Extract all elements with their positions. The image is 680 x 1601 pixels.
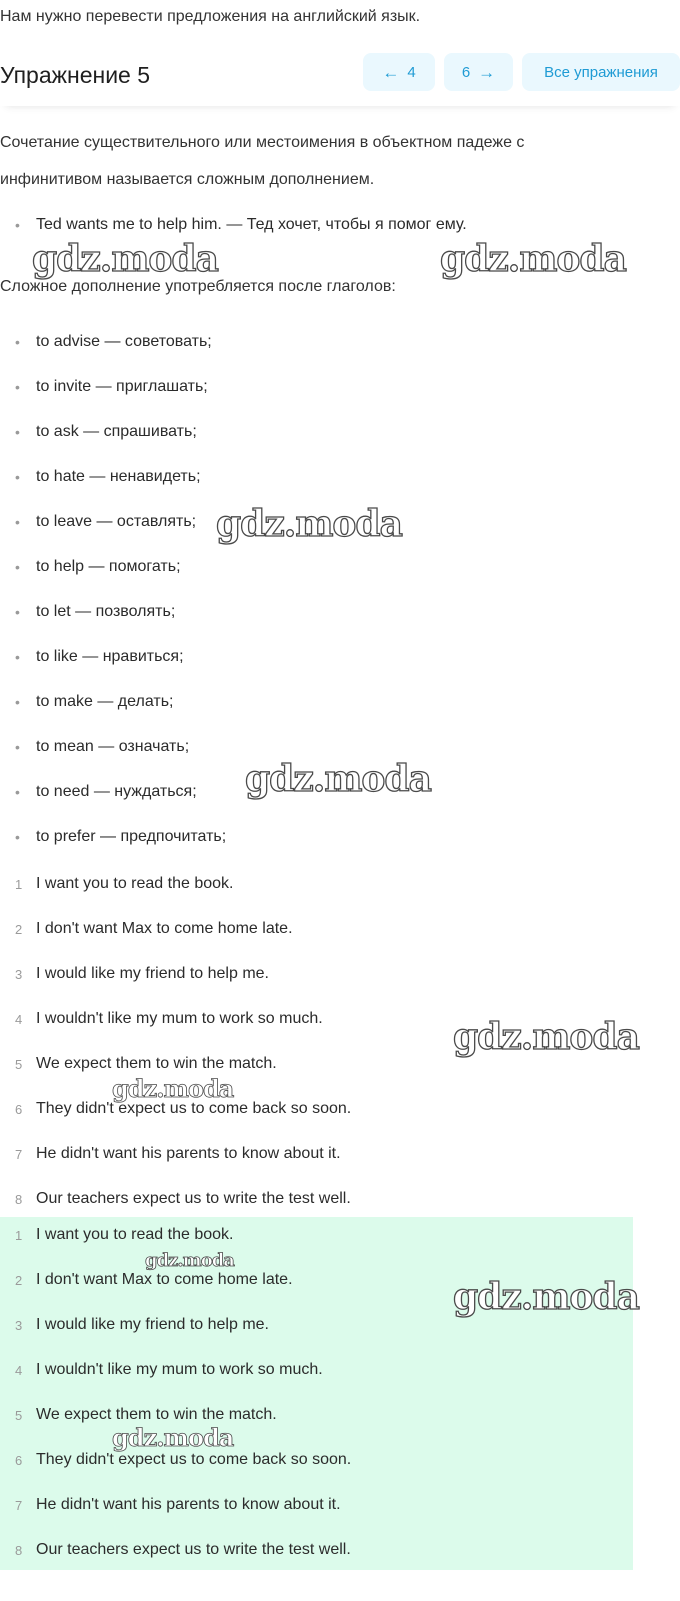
sentence-text: He didn't want his parents to know about it.	[36, 1145, 341, 1162]
verb-text: to need — нуждаться;	[36, 783, 197, 800]
verb-text: to hate — ненавидеть;	[36, 468, 201, 485]
item-number: 8	[15, 1542, 23, 1558]
verb-text: to let — позволять;	[36, 603, 176, 620]
list-item	[0, 1052, 277, 1076]
bullet-icon: •	[15, 739, 20, 755]
exercise-header	[0, 50, 680, 106]
watermark: gdz.moda	[453, 1016, 639, 1058]
watermark: gdz.moda	[440, 238, 626, 280]
watermark: gdz.moda	[32, 238, 218, 280]
bullet-icon: •	[15, 649, 20, 665]
item-number: 5	[15, 1056, 23, 1072]
sentence-text: I would like my friend to help me.	[36, 965, 269, 982]
item-number: 3	[15, 966, 23, 982]
verb-text: to leave — оставлять;	[36, 513, 197, 530]
arrow-right-icon: →	[478, 62, 496, 82]
item-number: 6	[15, 1452, 23, 1468]
sentence-text: Our teachers expect us to write the test well.	[36, 1190, 351, 1207]
watermark: gdz.moda	[112, 1423, 234, 1452]
next-exercise-label: 6	[461, 63, 471, 81]
list-item	[0, 1358, 323, 1382]
bullet-icon: •	[15, 469, 20, 485]
item-number: 1	[15, 876, 23, 892]
watermark: gdz.moda	[216, 503, 402, 545]
list-item	[0, 735, 189, 759]
list-item	[0, 962, 269, 986]
all-exercises-label: Все упражнения	[544, 63, 658, 81]
item-number: 4	[15, 1011, 23, 1027]
list-item	[0, 780, 197, 804]
intro-text: Нам нужно перевести предложения на английский язык.	[0, 8, 421, 25]
list-item	[0, 375, 208, 399]
verb-text: to help — помогать;	[36, 558, 181, 575]
item-number: 7	[15, 1497, 23, 1513]
list-item	[0, 510, 196, 534]
item-number: 2	[15, 921, 23, 937]
list-item	[0, 1142, 341, 1166]
sentence-text: They didn't expect us to come back so soon.	[36, 1100, 352, 1117]
rule-paragraph: Сочетание существительного или местоимения в объектном падеже с инфинитивом называется сложным дополнением.	[0, 134, 525, 188]
sentence-text: I don't want Max to come home late.	[36, 920, 293, 937]
verb-text: to advise — советовать;	[36, 333, 212, 350]
exercise-title: Упражнение 5	[0, 62, 151, 88]
list-item	[0, 690, 174, 714]
watermark: gdz.moda	[453, 1276, 639, 1318]
list-item	[0, 1007, 323, 1031]
list-item	[0, 600, 175, 624]
list-item	[0, 465, 201, 489]
bullet-icon: •	[15, 217, 20, 233]
bullet-icon: •	[15, 604, 20, 620]
bullet-icon: •	[15, 334, 20, 350]
verb-text: to like — нравиться;	[36, 648, 184, 665]
item-number: 3	[15, 1317, 23, 1333]
list-item	[0, 1223, 233, 1247]
item-number: 7	[15, 1146, 23, 1162]
answer-text: I don't want Max to come home late.	[36, 1271, 293, 1288]
bullet-icon: •	[15, 694, 20, 710]
verb-text: to prefer — предпочитать;	[36, 828, 227, 845]
verbs-heading: Сложное дополнение употребляется после глаголов:	[0, 278, 396, 295]
bullet-icon: •	[15, 379, 20, 395]
answer-text: I want you to read the book.	[36, 1226, 234, 1243]
watermark: gdz.moda	[245, 758, 431, 800]
verb-text: to make — делать;	[36, 693, 174, 710]
bullet-icon: •	[15, 424, 20, 440]
bullet-icon: •	[15, 559, 20, 575]
list-item	[0, 1187, 351, 1211]
sentence-text: I want you to read the book.	[36, 875, 234, 892]
list-item	[0, 1493, 341, 1517]
arrow-left-icon: ←	[382, 62, 400, 82]
bullet-icon: •	[15, 829, 20, 845]
list-item	[0, 872, 233, 896]
prev-exercise-button[interactable]	[363, 53, 435, 91]
sentence-text: I wouldn't like my mum to work so much.	[36, 1010, 323, 1027]
answer-text: I would like my friend to help me.	[36, 1316, 269, 1333]
list-item	[0, 555, 181, 579]
example-text: Ted wants me to help him. — Тед хочет, чтобы я помог ему.	[36, 216, 467, 233]
next-exercise-button[interactable]	[444, 53, 513, 91]
answer-text: Our teachers expect us to write the test well.	[36, 1541, 351, 1558]
watermark: gdz.moda	[112, 1074, 234, 1103]
all-exercises-button[interactable]	[522, 53, 680, 91]
list-item	[0, 825, 226, 849]
list-item	[0, 917, 293, 941]
prev-exercise-label: 4	[407, 63, 416, 81]
verb-text: to invite — приглашать;	[36, 378, 208, 395]
verb-text: to mean — означать;	[36, 738, 190, 755]
watermark: gdz.moda	[145, 1250, 234, 1271]
bullet-icon: •	[15, 784, 20, 800]
item-number: 2	[15, 1272, 23, 1288]
item-number: 5	[15, 1407, 23, 1423]
bullet-icon: •	[15, 514, 20, 530]
answer-text: He didn't want his parents to know about it.	[36, 1496, 341, 1513]
list-item	[0, 330, 212, 354]
answer-text: I wouldn't like my mum to work so much.	[36, 1361, 323, 1378]
list-item	[0, 1538, 351, 1562]
verb-text: to ask — спрашивать;	[36, 423, 197, 440]
list-item	[0, 1313, 269, 1337]
list-item	[0, 420, 197, 444]
list-item	[0, 645, 184, 669]
item-number: 4	[15, 1362, 23, 1378]
sentence-text: We expect them to win the match.	[36, 1055, 277, 1072]
item-number: 8	[15, 1191, 23, 1207]
answer-text: They didn't expect us to come back so soon.	[36, 1451, 352, 1468]
item-number: 6	[15, 1101, 23, 1117]
list-item	[0, 213, 467, 237]
item-number: 1	[15, 1227, 23, 1243]
answer-text: We expect them to win the match.	[36, 1406, 277, 1423]
list-item	[0, 1268, 293, 1292]
